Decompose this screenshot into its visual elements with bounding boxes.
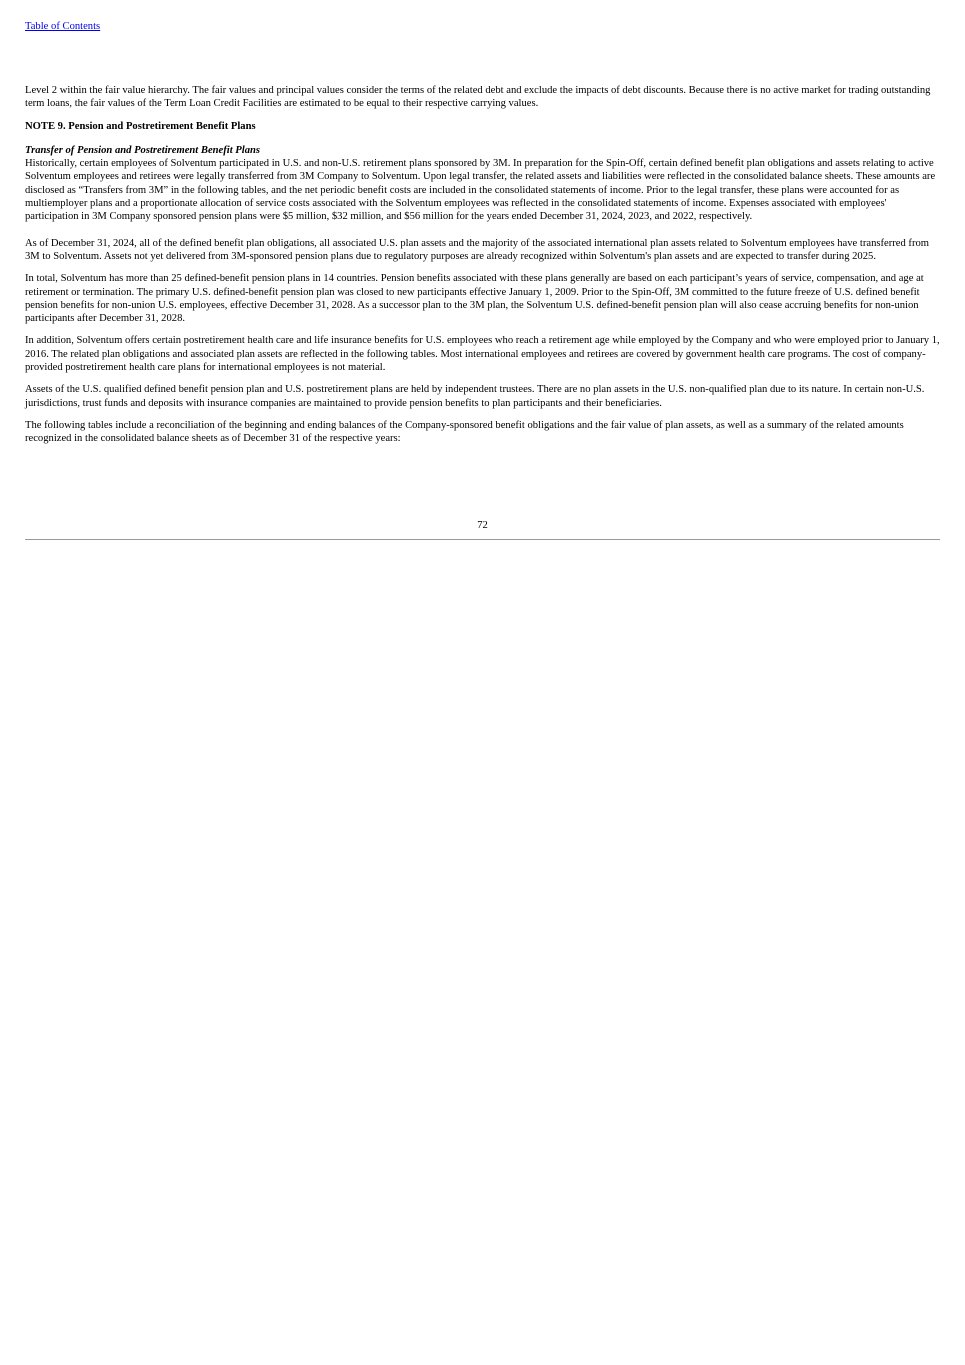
note-heading: NOTE 9. Pension and Postretirement Benefit Plans xyxy=(25,120,256,132)
section-subheading: Transfer of Pension and Postretirement Benefit Plans xyxy=(25,144,261,156)
paragraph-plan-assets: Assets of the U.S. qualified defined benefit pension plan and U.S. postretirement plans are held by independent trustees. There are no plan assets in the U.S. non-qualified plan due to its nature. In certain non-U.S. jurisdictions, trust funds and deposits with insurance companies are maintained to provide pension benefits to plan participants and their beneficiaries. xyxy=(25,384,925,409)
paragraph-transfer-status: As of December 31, 2024, all of the defined benefit plan obligations, all associated U.S. plan assets and the majority of the associated international plan assets related to Solventum employees have transferred from 3M to Solventum. Assets not yet delivered from 3M-sponsored pension plans due to regulatory purposes are already recognized within Solventum's plan assets and are expected to transfer during 2025. xyxy=(25,237,930,262)
paragraph-postretirement: In addition, Solventum offers certain postretirement health care and life insurance benefits for U.S. employees who reach a retirement age while employed by the Company and who were employed prior to January 1, 2016. The related plan obligations and associated plan assets are reflected in the following tables. Most international employees and retirees are covered by government health care programs. The cost of company-provided postretirement health care plans for international employees is not material. xyxy=(25,335,940,374)
paragraph-reconciliation-intro: The following tables include a reconciliation of the beginning and ending balances of the Company-sponsored benefit obligations and the fair value of plan assets, as well as a summary of the related amounts recognized in the consolidated balance sheets as of December 31 of the respective years: xyxy=(25,419,904,445)
page-number: 72 xyxy=(477,520,488,531)
intro-paragraph: Level 2 within the fair value hierarchy. The fair values and principal values consider the terms of the related debt and exclude the impacts of debt discounts. Because there is no active market for trading outstanding term loans, the fair values of the Term Loan Credit Facilities are estimated to be equal to their respective carrying values. xyxy=(25,85,931,110)
page-content xyxy=(25,84,940,455)
paragraph-plan-overview: In total, Solventum has more than 25 defined-benefit pension plans in 14 countries. Pension benefits associated with these plans generally are based on each participant’s years of service, compensation, and age at retirement or termination. The primary U.S. defined-benefit pension plan was closed to new participants effective January 1, 2009. Prior to the Spin-Off, 3M committed to the future freeze of U.S. defined benefit pension benefits for non-union U.S. employees, effective December 31, 2028. As a successor plan to the 3M plan, the Solventum U.S. defined-benefit pension plan will also cease accruing benefits for non-union participants after December 31, 2028. xyxy=(25,273,924,325)
page-divider xyxy=(25,539,940,540)
table-of-contents-link[interactable]: Table of Contents xyxy=(25,21,101,32)
paragraph-transfer-history: Historically, certain employees of Solventum participated in U.S. and non-U.S. retirement plans sponsored by 3M. In preparation for the Spin-Off, certain defined benefit plan obligations and assets relating to active Solventum employees and retirees were legally transferred from 3M Company to Solventum. Upon legal transfer, the related assets and liabilities were reflected in the consolidated balance sheets. These amounts are disclosed as “Transfers from 3M” in the following tables, and the net periodic benefit costs are included in the consolidated statements of income. Prior to the legal transfer, these plans were accounted for as multiemployer plans and a proportionate allocation of service costs associated with the Solventum employees was reflected in the consolidated statements of income. Expenses associated with employees' participation in 3M Company sponsored pension plans were $5 million, $32 million, and $56 million for the years ended December 31, 2024, 2023, and 2022, respectively. xyxy=(25,158,936,223)
